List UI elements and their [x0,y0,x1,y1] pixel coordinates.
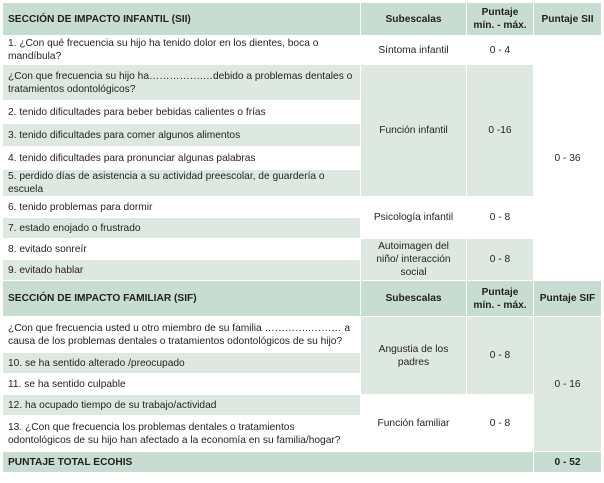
sif-item-10: 10. se ha sentido alterado /preocupado [3,353,361,374]
total-range: 0 - 52 [534,452,602,473]
sii-item-7: 7. estado enojado o frustrado [3,218,361,239]
table-row [3,239,602,260]
sii-total-header: Puntaje SII [534,3,602,36]
sif-item-11: 11. se ha sentido culpable [3,374,361,395]
sii-header-row [3,3,602,36]
sii-item-8: 8. evitado sonreír [3,239,361,260]
total-row [3,452,602,473]
sif-item-12: 12. ha ocupado tiempo de su trabajo/actividad [3,395,361,416]
sif-intro-question: ¿Con que frecuencia usted u otro miembro de su familia …………..……… a causa de los problemas dentales o tratamientos odontológicos de su hijo? [3,317,361,353]
sif-subscales-header: Subescalas [361,281,467,317]
ecohis-scoring-table [2,2,602,473]
sif-item-13: 13. ¿Con que frecuencia los problemas dentales o tratamientos odontológicos de su hijo han afectado a la economía en su familia/hogar? [3,416,361,452]
table-row [3,395,602,416]
sii-item-6: 6. tenido problemas para dormir [3,197,361,218]
sii-subscales-header: Subescalas [361,3,467,36]
table-row [3,317,602,353]
sii-range-psicologia: 0 - 8 [467,197,534,239]
sif-total-header: Puntaje SIF [534,281,602,317]
sii-subscale-psicologia: Psicología infantil [361,197,467,239]
sif-total-range: 0 - 16 [534,317,602,452]
table-row [3,197,602,218]
sii-range-sintoma: 0 - 4 [467,36,534,65]
sii-total-range: 0 - 36 [534,36,602,281]
table-row [3,36,602,65]
sii-item-1: 1. ¿Con qué frecuencia su hijo ha tenido dolor en los dientes, boca o mandíbula? [3,36,361,65]
sii-item-9: 9. evitado hablar [3,260,361,281]
sif-subscale-angustia: Angustia de los padres [361,317,467,395]
sii-intro-question: ¿Con que frecuencia su hijo ha…………….…debido a problemas dentales o tratamientos odontológicos? [3,65,361,101]
sii-item-5: 5. perdido días de asistencia a su actividad preescolar, de guardería o escuela [3,170,361,197]
sii-item-4: 4. tenido dificultades para pronunciar algunas palabras [3,147,361,170]
sii-item-2: 2. tenido dificultades para beber bebidas calientes o frías [3,101,361,124]
sii-subscale-autoimagen: Autoimagen del niño/ interacción social [361,239,467,281]
sii-subscale-funcion: Función infantil [361,65,467,197]
sif-range-angustia: 0 - 8 [467,317,534,395]
sii-range-header: Puntaje mín. - máx. [467,3,534,36]
sii-section-title: SECCIÓN DE IMPACTO INFANTIL (SII) [3,3,361,36]
sii-subscale-sintoma: Síntoma infantil [361,36,467,65]
sif-section-title: SECCIÓN DE IMPACTO FAMILIAR (SIF) [3,281,361,317]
total-label: PUNTAJE TOTAL ECOHIS [3,452,534,473]
sif-subscale-funcion: Función familiar [361,395,467,452]
sif-header-row [3,281,602,317]
sii-range-funcion: 0 -16 [467,65,534,197]
sif-range-funcion: 0 - 8 [467,395,534,452]
sif-range-header: Puntaje mín. - máx. [467,281,534,317]
table-row [3,65,602,101]
sii-item-3: 3. tenido dificultades para comer algunos alimentos [3,124,361,147]
sii-range-autoimagen: 0 - 8 [467,239,534,281]
